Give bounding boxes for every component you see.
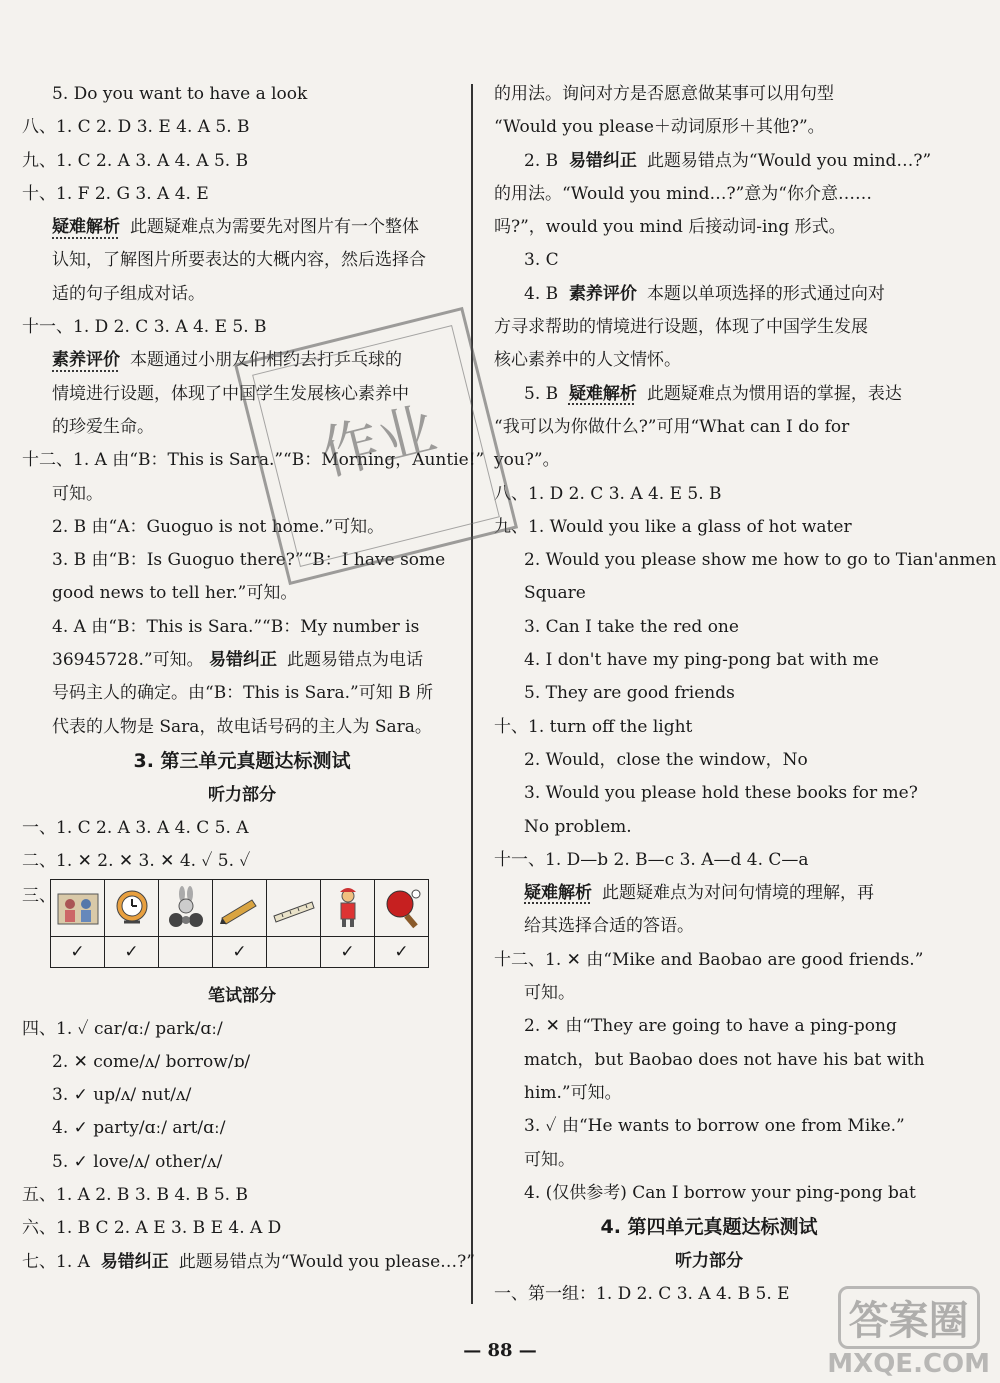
text-line: 十二、1. ✕ 由“Mike and Baobao are good friends.” (494, 949, 924, 970)
text-line: 核心素养中的人文情怀。 (494, 350, 681, 371)
text-line: 4. A 由“B：This is Sara.”“B：My number is (52, 616, 420, 637)
answer-mark: ✓ (51, 936, 105, 967)
ruler-picture-icon (272, 886, 316, 930)
keyword-label: 疑难解析 (524, 883, 592, 904)
answer-mark: ✓ (105, 936, 159, 967)
text-span: 此题疑难点为对问句情境的理解，再 (602, 883, 874, 904)
keyword-label: 易错纠正 (568, 150, 637, 171)
text-span: 5. B (524, 383, 559, 404)
keyword-label: 易错纠正 (209, 650, 278, 671)
text-line: 2. ✕ come/ʌ/ borrow/ɒ/ (52, 1051, 251, 1072)
text-line: 3. Can I take the red one (524, 616, 739, 637)
text-span: 此题疑难点为惯用语的掌握，表达 (646, 383, 902, 404)
text-line: “我可以为你做什么?”可用“What can I do for (494, 416, 850, 437)
picture-cell (267, 879, 321, 936)
text-line: 二、1. ✕ 2. ✕ 3. ✕ 4. ✓ 5. ✓ (22, 851, 251, 872)
text-line: 可知。 (524, 1149, 575, 1170)
left-column (22, 78, 485, 1279)
text-line: 十、1. turn off the light (494, 716, 693, 737)
picture-cell (321, 879, 375, 936)
text-line: him.”可知。 (524, 1082, 622, 1103)
text-line: 八、1. C 2. D 3. E 4. A 5. B (22, 117, 250, 138)
text-line: 的珍爱生命。 (52, 416, 154, 437)
text-line: 2. Would，close the window，No (524, 749, 808, 770)
text-line: 4. I don't have my ping-pong bat with me (524, 650, 879, 671)
text-span: 36945728.”可知。 (52, 650, 204, 671)
text-line: 代表的人物是 Sara，故电话号码的主人为 Sara。 (52, 716, 432, 737)
text-line (494, 378, 924, 411)
picture-cell (159, 879, 213, 936)
text-line: 3. ✓ 由“He wants to borrow one from Mike.” (524, 1116, 905, 1137)
text-line: 2. Would you please show me how to go to Tian'anmen (524, 550, 997, 571)
answer-mark (267, 936, 321, 967)
section-title: 3. 第三单元真题达标测试 (133, 749, 351, 772)
subsection-title: 笔试部分 (208, 985, 276, 1006)
watermark-logo: 答案圈 (838, 1286, 980, 1349)
toy-rabbit-picture-icon (164, 886, 208, 930)
right-column (494, 78, 997, 1311)
text-line (494, 877, 924, 910)
text-line: 给其选择合适的答语。 (524, 916, 694, 937)
text-span: 本题通过小朋友们相约去打乒乓球的 (130, 350, 402, 371)
text-line: 五、1. A 2. B 3. B 4. B 5. B (22, 1185, 248, 1206)
text-line: 5. Do you want to have a look (52, 84, 308, 104)
text-line: 号码主人的确定。由“B：This is Sara.”可知 B 所 (52, 683, 434, 704)
watermark-site: MXQE.COM (827, 1349, 990, 1379)
text-line: 六、1. B C 2. A E 3. B E 4. A D (22, 1218, 282, 1239)
text-line: 2. ✕ 由“They are going to have a ping-pong (524, 1016, 897, 1037)
keyword-label: 易错纠正 (100, 1251, 169, 1272)
text-line: “Would you please＋动词原形＋其他?”。 (494, 117, 825, 138)
text-span: 此题易错点为“Would you please…?” (178, 1251, 475, 1272)
text-span: 本题以单项选择的形式通过向对 (646, 283, 885, 304)
text-line: 一、第一组：1. D 2. C 3. A 4. B 5. E (494, 1284, 790, 1305)
text-line: No problem. (524, 816, 632, 837)
ping-pong-bat-picture-icon (380, 886, 424, 930)
text-span: 此题易错点为“Would you mind…?” (646, 150, 932, 171)
text-line: 九、1. C 2. A 3. A 4. A 5. B (22, 150, 249, 171)
text-line: 5. They are good friends (524, 683, 735, 704)
text-line (494, 278, 924, 311)
picture-cell (213, 879, 267, 936)
text-line: 方寻求帮助的情境进行设题，体现了中国学生发展 (494, 317, 868, 338)
text-line: 吗?”，would you mind 后接动词-ing 形式。 (494, 217, 846, 238)
keyword-label: 素养评价 (52, 350, 120, 371)
text-line: 十一、1. D 2. C 3. A 4. E 5. B (22, 317, 267, 338)
keyword-label: 疑难解析 (568, 383, 637, 404)
column-divider (471, 84, 473, 1304)
text-line: 2. B 由“A：Guoguo is not home.”可知。 (52, 516, 385, 537)
text-line: 适的句子组成对话。 (52, 283, 205, 304)
page-number: — 88 — (463, 1340, 537, 1361)
picture-table (50, 879, 429, 968)
text-line: 九、1. Would you like a glass of hot water (494, 516, 852, 537)
subsection-title: 听力部分 (675, 1251, 743, 1272)
text-span: 此题疑难点为需要先对图片有一个整体 (130, 217, 419, 238)
text-line (22, 1246, 475, 1279)
keyword-label: 疑难解析 (52, 217, 120, 238)
text-line: 八、1. D 2. C 3. A 4. E 5. B (494, 483, 722, 504)
text-line: 十一、1. D—b 2. B—c 3. A—d 4. C—a (494, 849, 809, 870)
picture-cell (105, 879, 159, 936)
text-span: 此题易错点为电话 (287, 650, 424, 671)
answer-mark: ✓ (375, 936, 429, 967)
kids-picture-icon (56, 886, 100, 930)
text-line (22, 644, 462, 677)
text-line: Square (524, 583, 586, 604)
pencil-picture-icon (218, 886, 262, 930)
answer-mark (159, 936, 213, 967)
text-span: 2. B (524, 150, 559, 171)
question-label: 三、 (22, 885, 56, 906)
text-line: 十二、1. A 由“B：This is Sara.”“B：Morning，Auntie!” (22, 450, 485, 471)
section-title: 4. 第四单元真题达标测试 (600, 1216, 818, 1239)
picture-cell (51, 879, 105, 936)
text-line: 3. ✓ up/ʌ/ nut/ʌ/ (52, 1085, 192, 1106)
text-line: 5. ✓ love/ʌ/ other/ʌ/ (52, 1151, 223, 1172)
text-line: 一、1. C 2. A 3. A 4. C 5. A (22, 817, 249, 838)
text-line: 的用法。询问对方是否愿意做某事可以用句型 (494, 84, 834, 104)
text-span: 4. B (524, 283, 559, 304)
toy-doll-picture-icon (326, 886, 370, 930)
clock-picture-icon (110, 886, 154, 930)
text-line: 认知，了解图片所要表达的大概内容，然后选择合 (52, 250, 426, 271)
text-line: 情境进行设题，体现了中国学生发展核心素养中 (52, 383, 409, 404)
text-line: 4. ✓ party/ɑː/ art/ɑː/ (52, 1118, 226, 1139)
text-line: 可知。 (52, 483, 103, 504)
text-line: 可知。 (524, 983, 575, 1004)
text-line: 3. B 由“B：Is Guoguo there?”“B：I have some (52, 550, 446, 571)
stamp-text: 作业 (313, 394, 443, 489)
keyword-label: 素养评价 (568, 283, 637, 304)
subsection-title: 听力部分 (208, 784, 276, 805)
text-span: 七、1. A (22, 1251, 90, 1272)
text-line (494, 145, 932, 178)
text-line: 3. Would you please hold these books for me? (524, 783, 918, 804)
text-line: 十、1. F 2. G 3. A 4. E (22, 183, 209, 204)
text-line: you?”。 (494, 450, 560, 471)
text-line: 4. (仅供参考) Can I borrow your ping-pong bat (524, 1182, 916, 1203)
text-line (22, 211, 462, 244)
answer-mark: ✓ (321, 936, 375, 967)
picture-answer-row (22, 879, 462, 979)
text-line: 的用法。“Would you mind…?”意为“你介意…… (494, 183, 872, 204)
text-line: 四、1. ✓ car/ɑː/ park/ɑː/ (22, 1018, 223, 1039)
text-line: match，but Baobao does not have his bat with (524, 1049, 925, 1070)
text-line: good news to tell her.”可知。 (52, 583, 298, 604)
picture-cell (375, 879, 429, 936)
text-line: 3. C (524, 250, 559, 271)
watermark (827, 1286, 990, 1379)
answer-mark: ✓ (213, 936, 267, 967)
